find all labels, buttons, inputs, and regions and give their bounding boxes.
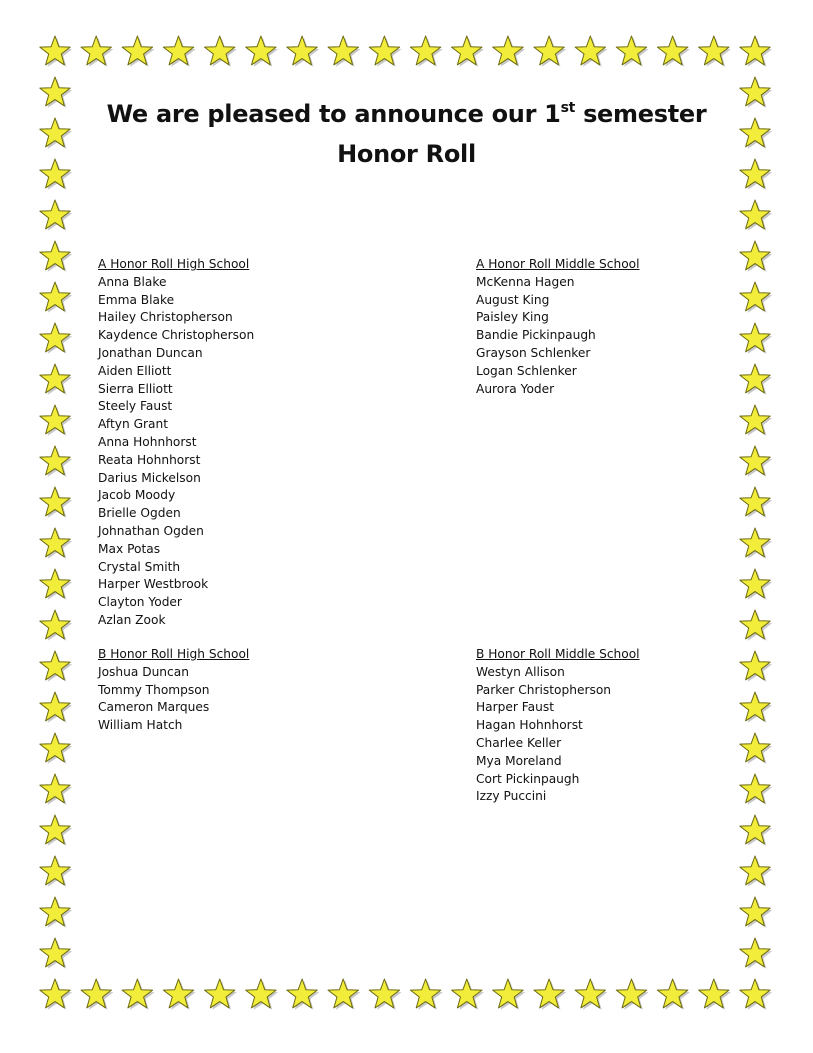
star-icon <box>740 405 772 436</box>
list-a-honor-roll-high-school <box>98 256 254 630</box>
star-icon <box>328 979 361 1010</box>
star-icon <box>369 979 401 1010</box>
list-item: Logan Schlenker <box>476 363 577 378</box>
list-item: Cameron Marques <box>98 700 210 715</box>
list-item: Parker Christopherson <box>476 682 612 697</box>
list-item: Clayton Yoder <box>98 595 182 610</box>
list-b-honor-roll-middle-school <box>476 646 640 806</box>
star-icon <box>452 36 485 67</box>
list-item: Bandie Pickinpaugh <box>476 328 596 343</box>
star-icon <box>163 979 195 1010</box>
list-item: Paisley King <box>476 310 549 325</box>
star-icon <box>740 36 772 67</box>
list-a-honor-roll-middle-school <box>476 256 640 398</box>
star-icon <box>740 938 772 969</box>
list-item: Harper Westbrook <box>98 577 209 592</box>
star-icon <box>122 979 155 1010</box>
list-item: Reata Hohnhorst <box>98 452 201 467</box>
star-icon <box>205 36 237 67</box>
star-icon <box>740 979 772 1010</box>
star-icon <box>40 405 72 436</box>
list-item: Mya Moreland <box>476 753 562 768</box>
star-icon <box>740 200 772 231</box>
star-icon <box>287 979 320 1010</box>
star-icon <box>740 733 772 764</box>
star-icon <box>40 815 72 846</box>
star-icon <box>740 528 772 559</box>
star-icon <box>40 323 72 354</box>
star-icon <box>575 979 607 1010</box>
star-icon <box>740 815 772 846</box>
list-item: Anna Hohnhorst <box>98 434 197 449</box>
list-item: Aiden Elliott <box>98 363 172 378</box>
star-icon <box>740 774 772 805</box>
list-item: Cort Pickinpaugh <box>476 771 580 786</box>
list-item: Aftyn Grant <box>98 417 168 432</box>
star-icon <box>40 897 72 928</box>
list-item: Harper Faust <box>476 700 554 715</box>
star-icon <box>657 36 690 67</box>
star-icon <box>740 446 772 477</box>
list-item: Darius Mickelson <box>98 470 201 485</box>
announcement-line1-pre: We are pleased to announce our 1 <box>106 100 561 128</box>
list-item: Sierra Elliott <box>98 381 173 396</box>
star-icon <box>740 241 772 272</box>
star-icon <box>369 36 401 67</box>
list-item: Izzy Puccini <box>476 789 547 804</box>
list-item: Aurora Yoder <box>476 381 555 396</box>
star-icon <box>410 979 442 1010</box>
star-icon <box>246 979 278 1010</box>
star-icon <box>40 569 72 600</box>
star-icon <box>493 979 526 1010</box>
list-item: Hagan Hohnhorst <box>476 718 583 733</box>
list-heading: B Honor Roll Middle School <box>476 647 640 661</box>
list-item: Jonathan Duncan <box>98 345 203 360</box>
list-item: Crystal Smith <box>98 559 181 574</box>
announcement-ordinal-suffix: st <box>560 100 576 116</box>
star-icon <box>287 36 320 67</box>
list-item: Emma Blake <box>98 292 175 307</box>
star-icon <box>493 36 526 67</box>
list-item: Anna Blake <box>98 274 167 289</box>
star-icon <box>328 36 361 67</box>
star-icon <box>40 282 72 313</box>
announcement-subtitle: Honor Roll <box>337 140 476 168</box>
star-icon <box>740 323 772 354</box>
list-heading: A Honor Roll High School <box>98 257 250 271</box>
star-icon <box>740 610 772 641</box>
star-icon <box>740 487 772 518</box>
star-icon <box>410 36 442 67</box>
star-icon <box>40 733 72 764</box>
star-icon <box>205 979 237 1010</box>
star-icon <box>246 36 278 67</box>
star-icon <box>40 241 72 272</box>
star-icon <box>740 651 772 682</box>
star-icon <box>40 610 72 641</box>
star-icon <box>452 979 485 1010</box>
list-item: Brielle Ogden <box>98 506 181 521</box>
star-icon <box>699 979 731 1010</box>
list-heading: A Honor Roll Middle School <box>476 257 640 271</box>
star-icon <box>740 856 772 887</box>
star-icon <box>616 36 648 67</box>
list-item: Azlan Zook <box>98 612 166 627</box>
star-icon <box>40 856 72 887</box>
star-icon <box>81 979 113 1010</box>
list-b-honor-roll-high-school <box>98 646 249 735</box>
list-heading: B Honor Roll High School <box>98 647 250 661</box>
star-icon <box>534 979 566 1010</box>
star-icon <box>40 938 72 969</box>
star-icon <box>40 364 72 395</box>
list-item: Westyn Allison <box>476 664 565 679</box>
list-item: August King <box>476 292 550 307</box>
star-icon <box>657 979 690 1010</box>
star-icon <box>740 897 772 928</box>
star-icon <box>40 487 72 518</box>
star-icon <box>122 36 155 67</box>
star-icon <box>616 979 648 1010</box>
star-icon <box>40 36 72 67</box>
list-item: Max Potas <box>98 541 161 556</box>
star-icon <box>575 36 607 67</box>
star-icon <box>740 364 772 395</box>
star-icon <box>740 282 772 313</box>
list-item: Jacob Moody <box>98 488 176 503</box>
list-item: Tommy Thompson <box>98 682 210 697</box>
list-item: Charlee Keller <box>476 735 562 750</box>
list-item: McKenna Hagen <box>476 274 575 289</box>
star-icon <box>40 774 72 805</box>
list-item: Kaydence Christopherson <box>98 328 255 343</box>
list-item: Joshua Duncan <box>98 664 189 679</box>
star-icon <box>740 692 772 723</box>
list-item: Grayson Schlenker <box>476 345 591 360</box>
star-icon <box>40 446 72 477</box>
announcement-title <box>60 100 753 128</box>
announcement-line1-post: semester <box>575 100 707 128</box>
star-icon <box>40 528 72 559</box>
list-item: Steely Faust <box>98 399 173 414</box>
list-item: William Hatch <box>98 718 183 733</box>
star-icon <box>534 36 566 67</box>
star-icon <box>163 36 195 67</box>
list-item: Johnathan Ogden <box>98 523 204 538</box>
list-item: Hailey Christopherson <box>98 310 233 325</box>
star-icon <box>40 651 72 682</box>
star-icon <box>40 979 72 1010</box>
star-icon <box>40 692 72 723</box>
star-icon <box>740 569 772 600</box>
star-icon <box>81 36 113 67</box>
star-icon <box>699 36 731 67</box>
star-icon <box>40 200 72 231</box>
